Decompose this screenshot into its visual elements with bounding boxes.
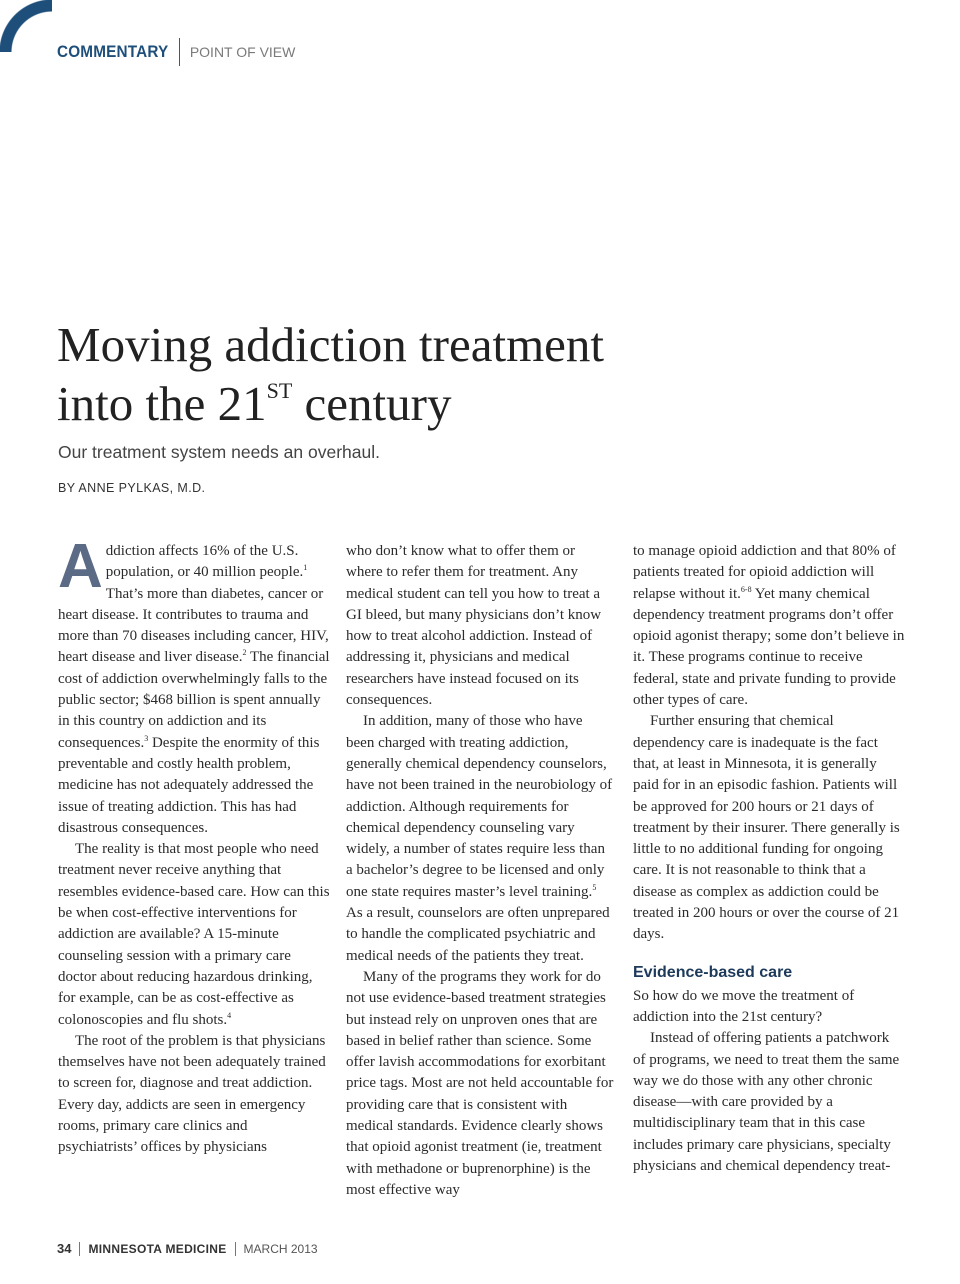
paragraph: Instead of offering patients a patchwork of programs, we need to treat them the same way we do those with any other chronic disease—with care provided by a multidisciplinary team that in this case includes primary care physicians, specialty physicians and chemical dependency treat- [633,1030,900,1175]
drop-cap: A [58,532,103,601]
title-superscript: ST [266,378,293,403]
text-run: to manage opioid addiction and that 80% of patients treated for opioid addiction will relapse without it. [633,543,896,602]
text-run: ddiction affects 16% of the U.S. population, or 40 million people. [105,543,304,581]
footnote-ref: 2 [242,648,247,658]
article-title [57,315,604,433]
paragraph: The root of the problem is that physicians themselves have not been adequately trained to screen for, diagnose and treat addiction. Every day, addicts are seen in emergency rooms, primary care clinics and psychiatrists’ offices by physicians [58,1032,326,1156]
text-run: In addition, many of those who have been charged with treating addiction, generally chemical dependency counselors, have not been trained in the neurobiology of addiction. Although requirements for chemical dependency counseling vary widely, a number of states require less than a bachelor’s degree to be licensed and only one state requires master’s level training. [346,713,613,900]
text-run: The financial cost of addiction overwhelmingly falls to the public sector; $468 billion is spent annually in this country on addiction and its consequences. [58,649,330,751]
header-divider [179,38,180,66]
text-run: Yet many chemical dependency treatment programs don’t offer opioid agonist therapy; some don’t believe in it. These programs continue to receive federal, state and private funding to provide other types of care. [633,585,905,709]
title-line-2-pre: into the 21 [57,376,267,431]
footnote-ref: 1 [303,563,308,573]
title-line-2-post: century [292,376,452,431]
column-2 [346,541,614,1201]
byline: BY ANNE PYLKAS, M.D. [58,481,206,495]
subsection-label: POINT OF VIEW [189,44,296,60]
issue-date: MARCH 2013 [243,1241,318,1256]
paragraph [58,839,330,1031]
page-footer [57,1241,318,1256]
column-3 [633,541,905,1177]
section-label: COMMENTARY [57,42,169,61]
footnote-ref: 6-8 [740,584,752,594]
paragraph: Many of the programs they work for do not use evidence-based treatment strategies but instead rely on unproven ones that are based in belief rather than science. Some offer lavish accommodations for exorbitant price tags. Most are not held accountable for providing care that is consistent with medical standards. Evidence clearly shows that opioid agonist treatment (ie, treatment with methadone or buprenorphine) is the most effective way [346,968,614,1198]
section-subhead: Evidence-based care [633,963,793,981]
footnote-ref: 3 [144,733,149,743]
paragraph: So how do we move the treatment of addiction into the 21st century? [633,987,855,1025]
footnote-ref: 5 [592,882,597,892]
text-run: The reality is that most people who need treatment never receive anything that resembles evidence-based care. How can this be when cost-effective interventions for addiction are available? A 15-minute counseling session with a primary care doctor about reducing hazardous drinking, for example, can be as cost-effective as colonoscopies and flu shots. [58,841,330,1028]
paragraph [58,532,330,839]
article-deck: Our treatment system needs an overhaul. [58,442,380,462]
paragraph: who don’t know what to offer them or where to refer them for treatment. Any medical student can tell you how to treat a GI bleed, but many physicians don’t know how to treat alcohol addiction. Instead of addressing it, physicians and medical researchers have instead focused on its consequences. [346,543,602,709]
paragraph [633,541,905,711]
magazine-name: MINNESOTA MEDICINE [88,1241,227,1256]
footnote-ref: 4 [227,1010,232,1020]
text-run: As a result, counselors are often unprepared to handle the complicated psychiatric and medical needs of the patients they treat. [346,905,610,964]
page-number: 34 [57,1241,72,1256]
corner-accent [0,0,52,52]
text-run: That’s more than diabetes, cancer or heart disease. It contributes to trauma and more than 70 diseases including cancer, HIV, heart disease and liver disease. [58,585,329,666]
footer-divider [235,1242,236,1256]
paragraph: Further ensuring that chemical dependency care is inadequate is the fact that, at least in Minnesota, it is generally paid for in an episodic fashion. Patients will be approved for 200 hours or 21 days of treatment by their insurer. There generally is little to no additional funding for ongoing care. It is not reasonable to think that a disease as complex as addiction could be treated in 200 hours or over the course of 21 days. [633,713,900,943]
text-run: Despite the enormity of this preventable and costly health problem, medicine has not adequately addressed the issue of treating addiction. This has had disastrous consequences. [58,734,320,836]
column-1 [58,532,330,1159]
section-header [57,38,295,66]
footer-divider [79,1242,80,1256]
title-line-1: Moving addiction treatment [57,317,605,372]
paragraph [346,711,614,967]
